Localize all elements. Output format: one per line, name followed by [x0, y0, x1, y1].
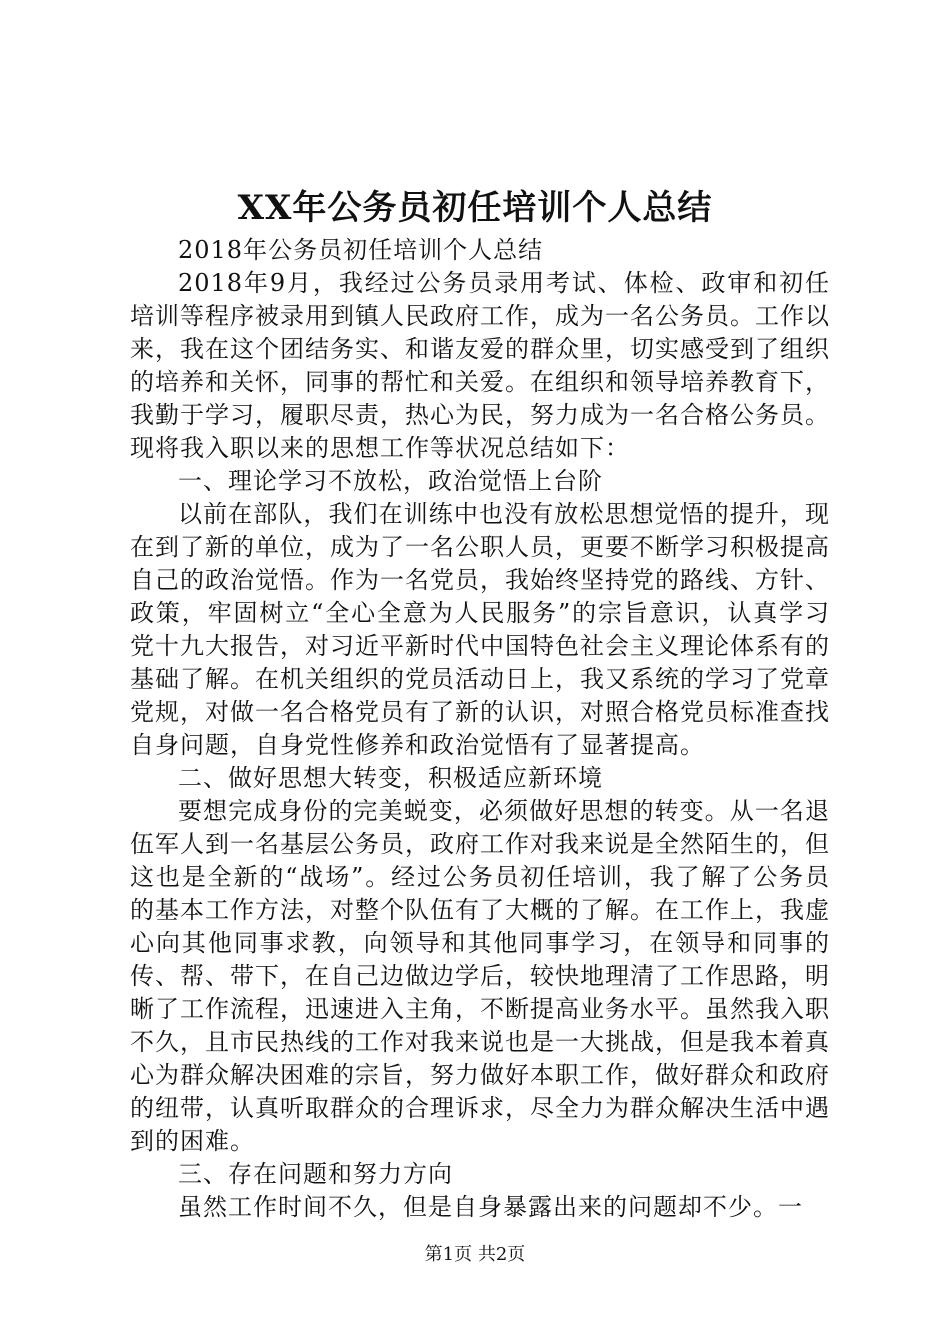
- paragraph-section-2: 要想完成身份的完美蜕变，必须做好思想的转变。从一名退伍军人到一名基层公务员，政府工作对我来说是全然陌生的，但这也是全新的“战场”。经过公务员初任培训，我了解了公务员的基本工作方法，对整个队伍有了大概的了解。在工作上，我虚心向其他同事求教，向领导和其他同事学习，在领导和同事的传、帮、带下，在自己边做边学后，较快地理清了工作思路，明晰了工作流程，迅速进入主角，不断提高业务水平。虽然我入职不久，且市民热线的工作对我来说也是一大挑战，但是我本着真心为群众解决困难的宗旨，努力做好本职工作，做好群众和政府的纽带，认真听取群众的合理诉求，尽全力为群众解决生活中遇到的困难。: [130, 797, 830, 1155]
- document-body: [130, 234, 830, 1224]
- paragraph-section-1: 以前在部队，我们在训练中也没有放松思想觉悟的提升，现在到了新的单位，成为了一名公职人员，更要不断学习积极提高自己的政治觉悟。作为一名党员，我始终坚持党的路线、方针、政策，牢固树立“全心全意为人民服务”的宗旨意识，认真学习党十九大报告，对习近平新时代中国特色社会主义理论体系有的基础了解。在机关组织的党员活动日上，我又系统的学习了党章党规，对做一名合格党员有了新的认识，对照合格党员标准查找自身问题，自身党性修养和政治觉悟有了显著提高。: [130, 500, 830, 759]
- section-heading-3: 三、存在问题和努力方向: [178, 1160, 453, 1188]
- page-number-footer: 第1页 共2页: [424, 1244, 526, 1265]
- section-heading-1: 一、理论学习不放松，政治觉悟上台阶: [178, 467, 603, 495]
- section-heading-2: 二、做好思想大转变，积极适应新环境: [178, 764, 603, 792]
- document-title: XX年公务员初任培训个人总结: [237, 188, 713, 228]
- paragraph-section-3: 虽然工作时间不久，但是自身暴露出来的问题却不少。一: [178, 1193, 803, 1221]
- paragraph-subtitle: 2018年公务员初任培训个人总结: [178, 236, 544, 264]
- paragraph-intro: 2018年9月，我经过公务员录用考试、体检、政审和初任培训等程序被录用到镇人民政府工作，成为一名公务员。工作以来，我在这个团结务实、和谐友爱的群众里，切实感受到了组织的培养和关怀，同事的帮忙和关爱。在组织和领导培养教育下，我勤于学习，履职尽责，热心为民，努力成为一名合格公务员。现将我入职以来的思想工作等状况总结如下：: [130, 269, 830, 462]
